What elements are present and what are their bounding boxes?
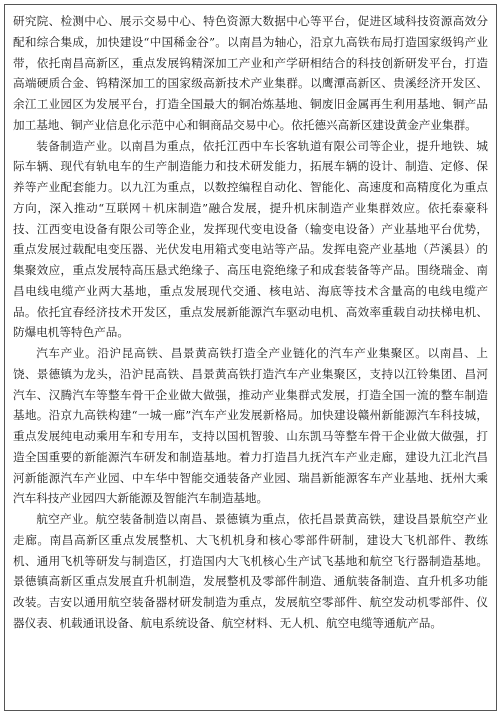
paragraph-aviation-industry: 航空产业。航空装备制造以南昌、景德镇为重点，依托昌景黄高铁，建设昌景航空产业走廊。南昌高新区重点发展整机、大飞机机身和核心零部件研制，建设大飞机部件、教练机、通用飞机等研发与制造区，打造国内大飞机核心生产试飞基地和航空飞行器制造基地。景德镇高新区重点发展直升机制造，发展整机及零部件制造、通航装备制造、直升机多功能改装。吉安以通用航空装备器材研发制造为重点，发展航空零部件、航空发动机零部件、仪器仪表、机载通讯设备、航电系统设备、航空材料、无人机、航空电缆等通航产品。 [13, 512, 488, 630]
paragraph-equipment-manufacturing: 装备制造产业。以南昌为重点，依托江西中车长客轨道有限公司等企业，提升地铁、城际车辆、现代有轨电车的生产制造能力和技术研发能力，拓展车辆的设计、制造、定修、保养等产业配套能力。以九江为重点，以数控编程自动化、智能化、高速度和高精度化为重点方向，深入推动“互联网＋机床制造”融合发展，提升机床制造产业集群效应。依托泰豪科技、江西变电设备有限公司等企业，发挥现代变电设备（输变电设备）产业基地平台优势，重点发展过载配电变压器、光伏发电用箱式变电站等产品。发挥电瓷产业基地（芦溪县）的集聚效应，重点发展特高压悬式绝缘子、高压电瓷绝缘子和成套装备等产品。围绕瑞金、南昌电线电缆产业两大基地，重点发展现代交通、核电站、海底等技术含量高的电线电缆产品。依托宜春经济技术开发区，重点发展新能源汽车驱动电机、高效率重载自动扶梯电机、防爆电机等特色产品。 [13, 138, 488, 340]
paragraph-rare-metals: 研究院、检测中心、展示交易中心、特色资源大数据中心等平台，促进区域科技资源高效分配和综合集成，加快建设“中国稀金谷”。以南昌为轴心，沿京九高铁布局打造国家级钨产业带，依托南昌高新区，重点发展钨精深加工产业和产学研相结合的科技创新研发平台，打造高端硬质合金、钨精深加工的国家级高新技术产业集群。以鹰潭高新区、贵溪经济开发区、余江工业园区为发展平台，打造全国最大的铜冶炼基地、铜废旧金属再生利用基地、铜产品加工基地、铜产业信息化示范中心和铜商品交易中心。依托德兴高新区建设黄金产业集群。 [13, 14, 488, 132]
document-page [4, 4, 497, 711]
paragraph-automotive-industry: 汽车产业。沿沪昆高铁、昌景黄高铁打造全产业链化的汽车产业集聚区。以南昌、上饶、景德镇为龙头，沿沪昆高铁、昌景黄高铁打造汽车产业集聚区，支持以江铃集团、昌河汽车、汉腾汽车等整车骨干企业做大做强，推动产业集群式发展，打造全国一流的整车制造基地。沿京九高铁构建“一城一廊”汽车产业发展新格局。加快建设赣州新能源汽车科技城，重点发展纯电动乘用车和专用车，支持以国机智骏、山东凯马等整车骨干企业做大做强，打造全国重要的新能源汽车研发和制造基地。着力打造昌九抚汽车产业走廊，建设九江北汽昌河新能源汽车产业园、中车华中智能交通装备产业园、瑞昌新能源客车产业基地、抚州大乘汽车科技产业园四大新能源及智能汽车制造基地。 [13, 346, 488, 506]
